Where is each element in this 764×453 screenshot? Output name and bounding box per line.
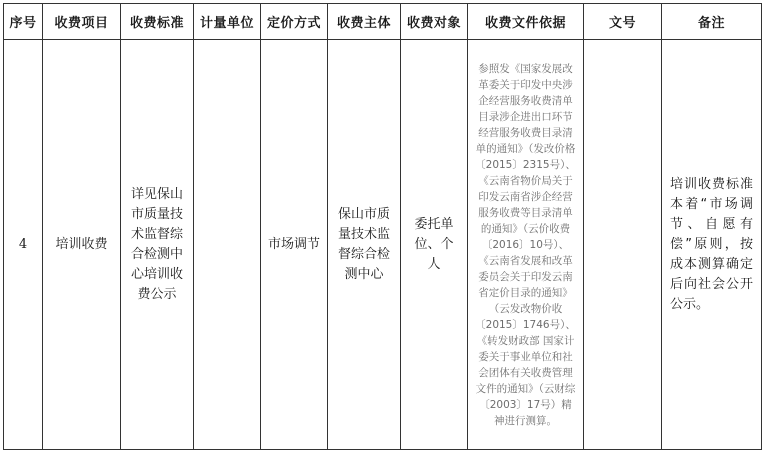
header-target: 收费对象 [401,4,468,40]
header-remark: 备注 [662,4,762,40]
fee-table [3,3,762,450]
cell-basis: 参照发《国家发展改革委关于印发中央涉企经营服务收费清单目录涉企进出口环节经营服务收费目录清单的通知》（发改价格〔2015〕2315号）、《云南省物价局关于印发云南省涉企经营服务收费等目录清单的通知》（云价收费〔2016〕10号）、《云南省发展和改革委员会关于印发云南省定价目录的通知》（云发改物价收〔2015〕1746号）、《转发财政部 国家计委关于事业单位和社会团体有关收费管理文件的通知》（云财综〔2003〕17号）精神进行测算。 [468,40,584,450]
header-basis: 收费文件依据 [468,4,584,40]
header-entity: 收费主体 [328,4,401,40]
table-row [4,40,762,450]
header-doc-no: 文号 [584,4,662,40]
header-row [4,4,762,40]
cell-target: 委托单位、个人 [401,40,468,450]
cell-remark: 培训收费标准本着“市场调节、自愿有偿”原则，按成本测算确定后向社会公开公示。 [662,40,762,450]
cell-item: 培训收费 [43,40,121,450]
cell-pricing: 市场调节 [261,40,328,450]
cell-entity: 保山市质量技术监督综合检测中心 [328,40,401,450]
header-index: 序号 [4,4,43,40]
header-unit: 计量单位 [194,4,261,40]
header-item: 收费项目 [43,4,121,40]
cell-standard: 详见保山市质量技术监督综合检测中心培训收费公示 [121,40,194,450]
cell-index: 4 [4,40,43,450]
header-pricing: 定价方式 [261,4,328,40]
cell-unit [194,40,261,450]
header-standard: 收费标准 [121,4,194,40]
cell-doc-no [584,40,662,450]
